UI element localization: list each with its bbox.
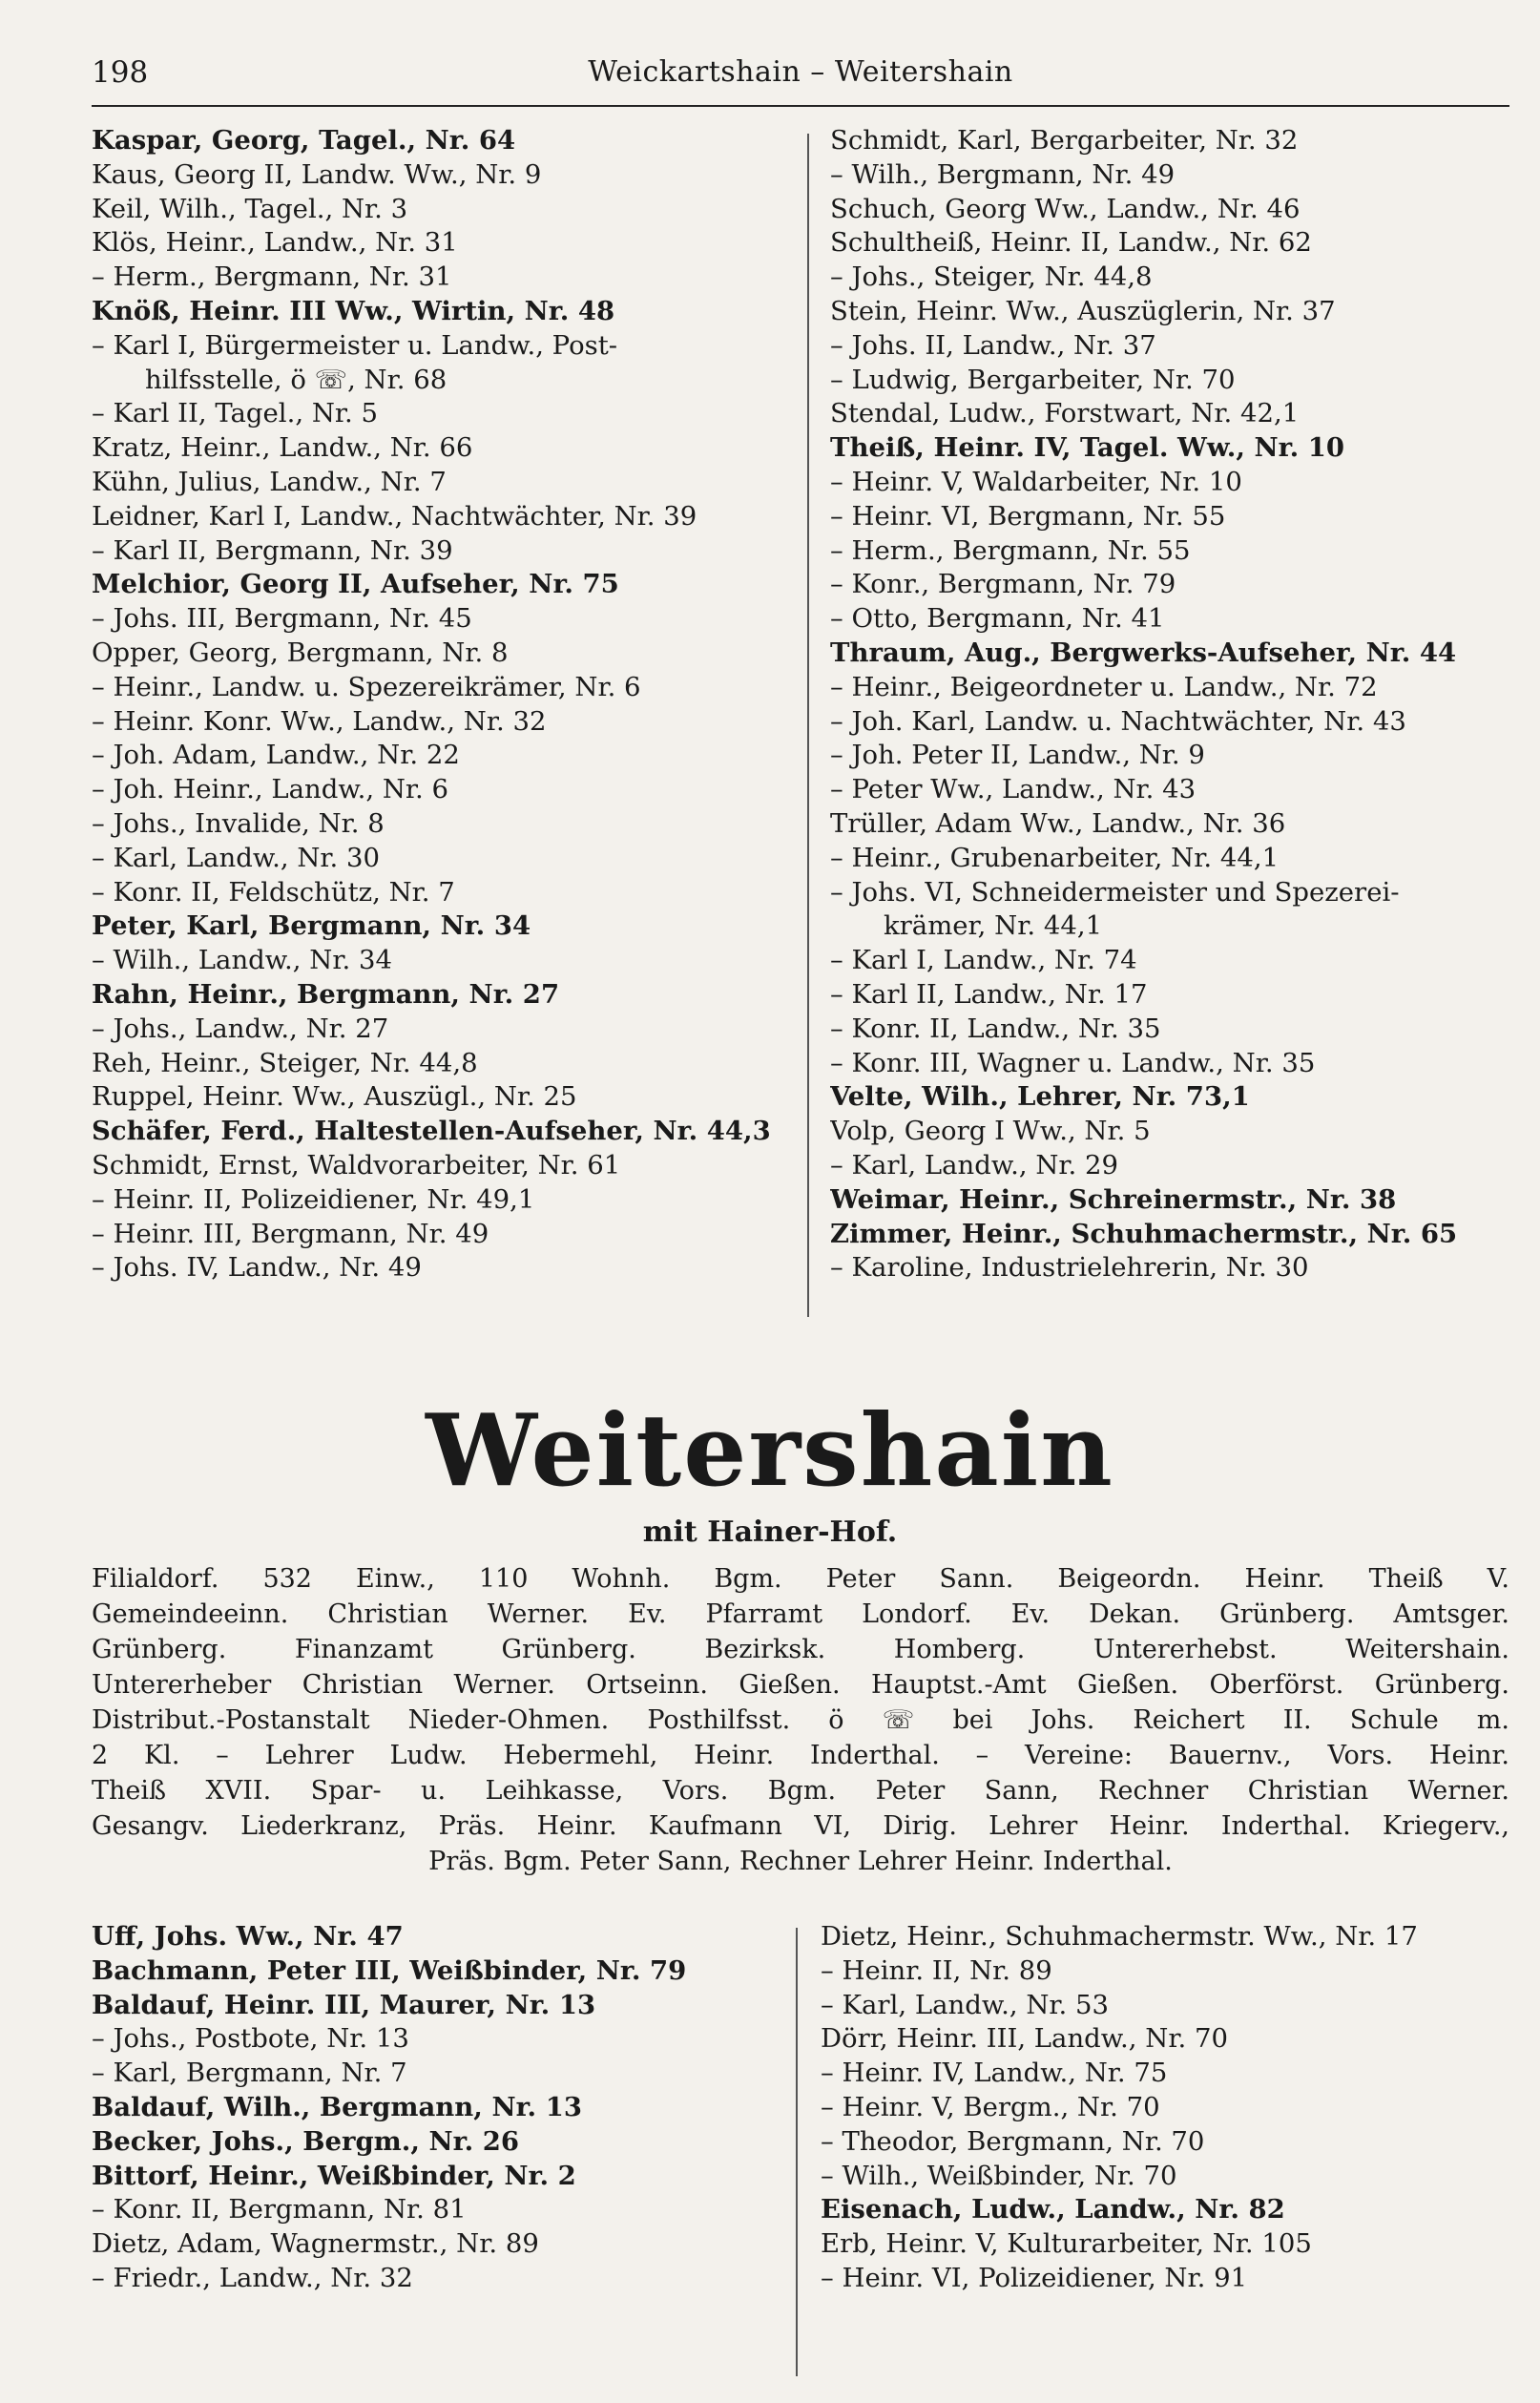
- resident-entry: Kaus, Georg II, Landw. Ww., Nr. 9: [92, 158, 542, 190]
- description-line: Distribut.-Postanstalt Nieder-Ohmen. Posthilfsst. ö ☏ bei Johs. Reichert II. Schule m.: [92, 1705, 1509, 1735]
- resident-entry: – Heinr., Beigeordneter u. Landw., Nr. 72: [830, 671, 1378, 702]
- resident-entry: Dietz, Adam, Wagnermstr., Nr. 89: [92, 2228, 539, 2260]
- resident-entry: – Heinr. II, Polizeidiener, Nr. 49,1: [92, 1183, 535, 1215]
- resident-entry: – Joh. Peter II, Landw., Nr. 9: [830, 740, 1205, 771]
- resident-entry: Eisenach, Ludw., Landw., Nr. 82: [821, 2194, 1285, 2225]
- resident-entry: – Heinr. V, Bergm., Nr. 70: [821, 2091, 1160, 2122]
- resident-entry: Leidner, Karl I, Landw., Nachtwächter, Nr. 39: [92, 500, 697, 532]
- resident-entry: – Karl I, Bürgermeister u. Landw., Post-: [92, 329, 618, 361]
- running-head: Weickartshain – Weitershain: [588, 55, 1013, 89]
- description-line: Untererheber Christian Werner. Ortseinn. Gießen. Hauptst.-Amt Gießen. Oberförst. Grünberg.: [92, 1670, 1509, 1700]
- resident-entry: – Heinr. VI, Polizeidiener, Nr. 91: [821, 2262, 1248, 2293]
- resident-entry: – Karl, Landw., Nr. 53: [821, 1989, 1109, 2020]
- resident-entry: – Karl, Landw., Nr. 30: [92, 842, 380, 873]
- resident-entry: Peter, Karl, Bergmann, Nr. 34: [92, 910, 531, 942]
- resident-entry: – Johs., Invalide, Nr. 8: [92, 807, 385, 839]
- resident-entry: – Herm., Bergmann, Nr. 31: [92, 261, 452, 293]
- resident-entry: Schuch, Georg Ww., Landw., Nr. 46: [830, 193, 1301, 224]
- resident-entry: – Heinr. III, Bergmann, Nr. 49: [92, 1218, 489, 1249]
- resident-entry: – Herm., Bergmann, Nr. 55: [830, 534, 1191, 566]
- resident-entry: – Joh. Karl, Landw. u. Nachtwächter, Nr. 43: [830, 705, 1406, 737]
- upper-left-column: [92, 124, 798, 1285]
- resident-entry: – Joh. Heinr., Landw., Nr. 6: [92, 774, 449, 805]
- column-divider: [796, 1928, 798, 2376]
- resident-entry: – Heinr. II, Nr. 89: [821, 1954, 1052, 1986]
- resident-entry: – Wilh., Landw., Nr. 34: [92, 945, 392, 976]
- upper-right-column: [830, 124, 1509, 1285]
- lower-right-column: [821, 1920, 1509, 2296]
- resident-entry: – Joh. Adam, Landw., Nr. 22: [92, 740, 460, 771]
- resident-entry: Becker, Johs., Bergm., Nr. 26: [92, 2125, 520, 2157]
- resident-entry: – Peter Ww., Landw., Nr. 43: [830, 774, 1197, 805]
- resident-entry: Knöß, Heinr. III Ww., Wirtin, Nr. 48: [92, 295, 615, 326]
- resident-entry: Schmidt, Ernst, Waldvorarbeiter, Nr. 61: [92, 1149, 621, 1181]
- lower-left-column: [92, 1920, 779, 2296]
- resident-entry: Baldauf, Heinr. III, Maurer, Nr. 13: [92, 1989, 596, 2020]
- resident-entry: – Johs., Postbote, Nr. 13: [92, 2023, 409, 2055]
- resident-entry: Kühn, Julius, Landw., Nr. 7: [92, 466, 447, 497]
- section-title: Weitershain: [426, 1391, 1114, 1509]
- description-line: Theiß XVII. Spar- u. Leihkasse, Vors. Bgm. Peter Sann, Rechner Christian Werner.: [92, 1776, 1509, 1806]
- resident-entry: – Theodor, Bergmann, Nr. 70: [821, 2125, 1205, 2157]
- resident-entry: Schäfer, Ferd., Haltestellen-Aufseher, Nr. 44,3: [92, 1116, 771, 1147]
- resident-entry: – Heinr. V, Waldarbeiter, Nr. 10: [830, 466, 1242, 497]
- resident-entry: Volp, Georg I Ww., Nr. 5: [830, 1116, 1151, 1147]
- resident-entry: Klös, Heinr., Landw., Nr. 31: [92, 227, 458, 259]
- page-header: [92, 55, 1509, 97]
- resident-entry: Stein, Heinr. Ww., Auszüglerin, Nr. 37: [830, 295, 1336, 326]
- resident-entry: Weimar, Heinr., Schreinermstr., Nr. 38: [830, 1183, 1397, 1215]
- resident-entry: – Johs., Landw., Nr. 27: [92, 1013, 389, 1044]
- resident-entry: Keil, Wilh., Tagel., Nr. 3: [92, 193, 408, 224]
- resident-entry: – Karoline, Industrielehrerin, Nr. 30: [830, 1252, 1309, 1284]
- resident-entry: – Konr. II, Bergmann, Nr. 81: [92, 2194, 467, 2225]
- resident-entry: – Heinr. VI, Bergmann, Nr. 55: [830, 500, 1226, 532]
- resident-entry: – Konr. III, Wagner u. Landw., Nr. 35: [830, 1047, 1316, 1078]
- resident-entry: Thraum, Aug., Bergwerks-Aufseher, Nr. 44: [830, 637, 1457, 668]
- resident-entry: Bittorf, Heinr., Weißbinder, Nr. 2: [92, 2160, 576, 2191]
- entry-continuation: krämer, Nr. 44,1: [884, 910, 1103, 942]
- resident-entry: Kaspar, Georg, Tagel., Nr. 64: [92, 125, 516, 156]
- resident-entry: Reh, Heinr., Steiger, Nr. 44,8: [92, 1047, 478, 1078]
- resident-entry: Schmidt, Karl, Bergarbeiter, Nr. 32: [830, 125, 1299, 156]
- description-line: Grünberg. Finanzamt Grünberg. Bezirksk. Homberg. Untererhebst. Weitershain.: [92, 1635, 1509, 1664]
- resident-entry: Uff, Johs. Ww., Nr. 47: [92, 1921, 404, 1952]
- resident-entry: – Heinr. Konr. Ww., Landw., Nr. 32: [92, 705, 547, 737]
- resident-entry: – Karl I, Landw., Nr. 74: [830, 945, 1137, 976]
- resident-entry: – Heinr. IV, Landw., Nr. 75: [821, 2058, 1168, 2089]
- resident-entry: Trüller, Adam Ww., Landw., Nr. 36: [830, 807, 1286, 839]
- resident-entry: – Johs. VI, Schneidermeister und Spezerei-: [830, 876, 1400, 908]
- resident-entry: Zimmer, Heinr., Schuhmachermstr., Nr. 65: [830, 1218, 1458, 1249]
- resident-entry: – Johs., Steiger, Nr. 44,8: [830, 261, 1153, 293]
- resident-entry: – Wilh., Bergmann, Nr. 49: [830, 158, 1176, 190]
- resident-entry: Stendal, Ludw., Forstwart, Nr. 42,1: [830, 398, 1300, 429]
- resident-entry: – Wilh., Weißbinder, Nr. 70: [821, 2160, 1177, 2191]
- resident-entry: – Heinr., Landw. u. Spezereikrämer, Nr. 6: [92, 671, 641, 702]
- section-subtitle: mit Hainer-Hof.: [642, 1515, 898, 1549]
- resident-entry: – Heinr., Grubenarbeiter, Nr. 44,1: [830, 842, 1280, 873]
- resident-entry: Dörr, Heinr. III, Landw., Nr. 70: [821, 2023, 1228, 2055]
- description-line: 2 Kl. – Lehrer Ludw. Hebermehl, Heinr. Inderthal. – Vereine: Bauernv., Vors. Heinr.: [92, 1741, 1509, 1770]
- entry-continuation: hilfsstelle, ö ☏, Nr. 68: [145, 364, 447, 395]
- resident-entry: Ruppel, Heinr. Ww., Auszügl., Nr. 25: [92, 1081, 577, 1113]
- column-divider: [807, 134, 809, 1317]
- resident-entry: – Karl II, Landw., Nr. 17: [830, 978, 1148, 1010]
- resident-entry: Melchior, Georg II, Aufseher, Nr. 75: [92, 569, 619, 600]
- resident-entry: Theiß, Heinr. IV, Tagel. Ww., Nr. 10: [830, 432, 1345, 464]
- resident-entry: – Johs. II, Landw., Nr. 37: [830, 329, 1156, 361]
- village-description: [92, 1561, 1509, 1879]
- resident-entry: Dietz, Heinr., Schuhmachermstr. Ww., Nr. 17: [821, 1921, 1418, 1952]
- resident-entry: – Karl, Landw., Nr. 29: [830, 1149, 1118, 1181]
- resident-entry: – Konr., Bergmann, Nr. 79: [830, 569, 1176, 600]
- resident-entry: – Ludwig, Bergarbeiter, Nr. 70: [830, 364, 1236, 395]
- resident-entry: Rahn, Heinr., Bergmann, Nr. 27: [92, 978, 560, 1010]
- resident-entry: – Johs. III, Bergmann, Nr. 45: [92, 603, 472, 635]
- header-rule: [92, 105, 1509, 107]
- resident-entry: – Karl II, Tagel., Nr. 5: [92, 398, 378, 429]
- resident-entry: Velte, Wilh., Lehrer, Nr. 73,1: [830, 1081, 1250, 1113]
- description-line: Filialdorf. 532 Einw., 110 Wohnh. Bgm. Peter Sann. Beigeordn. Heinr. Theiß V.: [92, 1564, 1509, 1594]
- resident-entry: – Otto, Bergmann, Nr. 41: [830, 603, 1165, 635]
- resident-entry: – Karl, Bergmann, Nr. 7: [92, 2058, 407, 2089]
- resident-entry: – Konr. II, Landw., Nr. 35: [830, 1013, 1161, 1044]
- resident-entry: – Friedr., Landw., Nr. 32: [92, 2262, 413, 2293]
- resident-entry: Erb, Heinr. V, Kulturarbeiter, Nr. 105: [821, 2228, 1312, 2260]
- resident-entry: Opper, Georg, Bergmann, Nr. 8: [92, 637, 509, 668]
- description-line: Präs. Bgm. Peter Sann, Rechner Lehrer Heinr. Inderthal.: [428, 1847, 1173, 1876]
- resident-entry: Schultheiß, Heinr. II, Landw., Nr. 62: [830, 227, 1312, 259]
- description-line: Gesangv. Liederkranz, Präs. Heinr. Kaufmann VI, Dirig. Lehrer Heinr. Inderthal. Kriegerv.,: [92, 1811, 1509, 1841]
- resident-entry: – Konr. II, Feldschütz, Nr. 7: [92, 876, 455, 908]
- resident-entry: – Johs. IV, Landw., Nr. 49: [92, 1252, 422, 1284]
- resident-entry: Kratz, Heinr., Landw., Nr. 66: [92, 432, 473, 464]
- description-line: Gemeindeeinn. Christian Werner. Ev. Pfarramt Londorf. Ev. Dekan. Grünberg. Amtsger.: [92, 1599, 1509, 1629]
- resident-entry: Bachmann, Peter III, Weißbinder, Nr. 79: [92, 1954, 687, 1986]
- resident-entry: – Karl II, Bergmann, Nr. 39: [92, 534, 453, 566]
- resident-entry: Baldauf, Wilh., Bergmann, Nr. 13: [92, 2091, 582, 2122]
- page-number: 198: [92, 55, 149, 90]
